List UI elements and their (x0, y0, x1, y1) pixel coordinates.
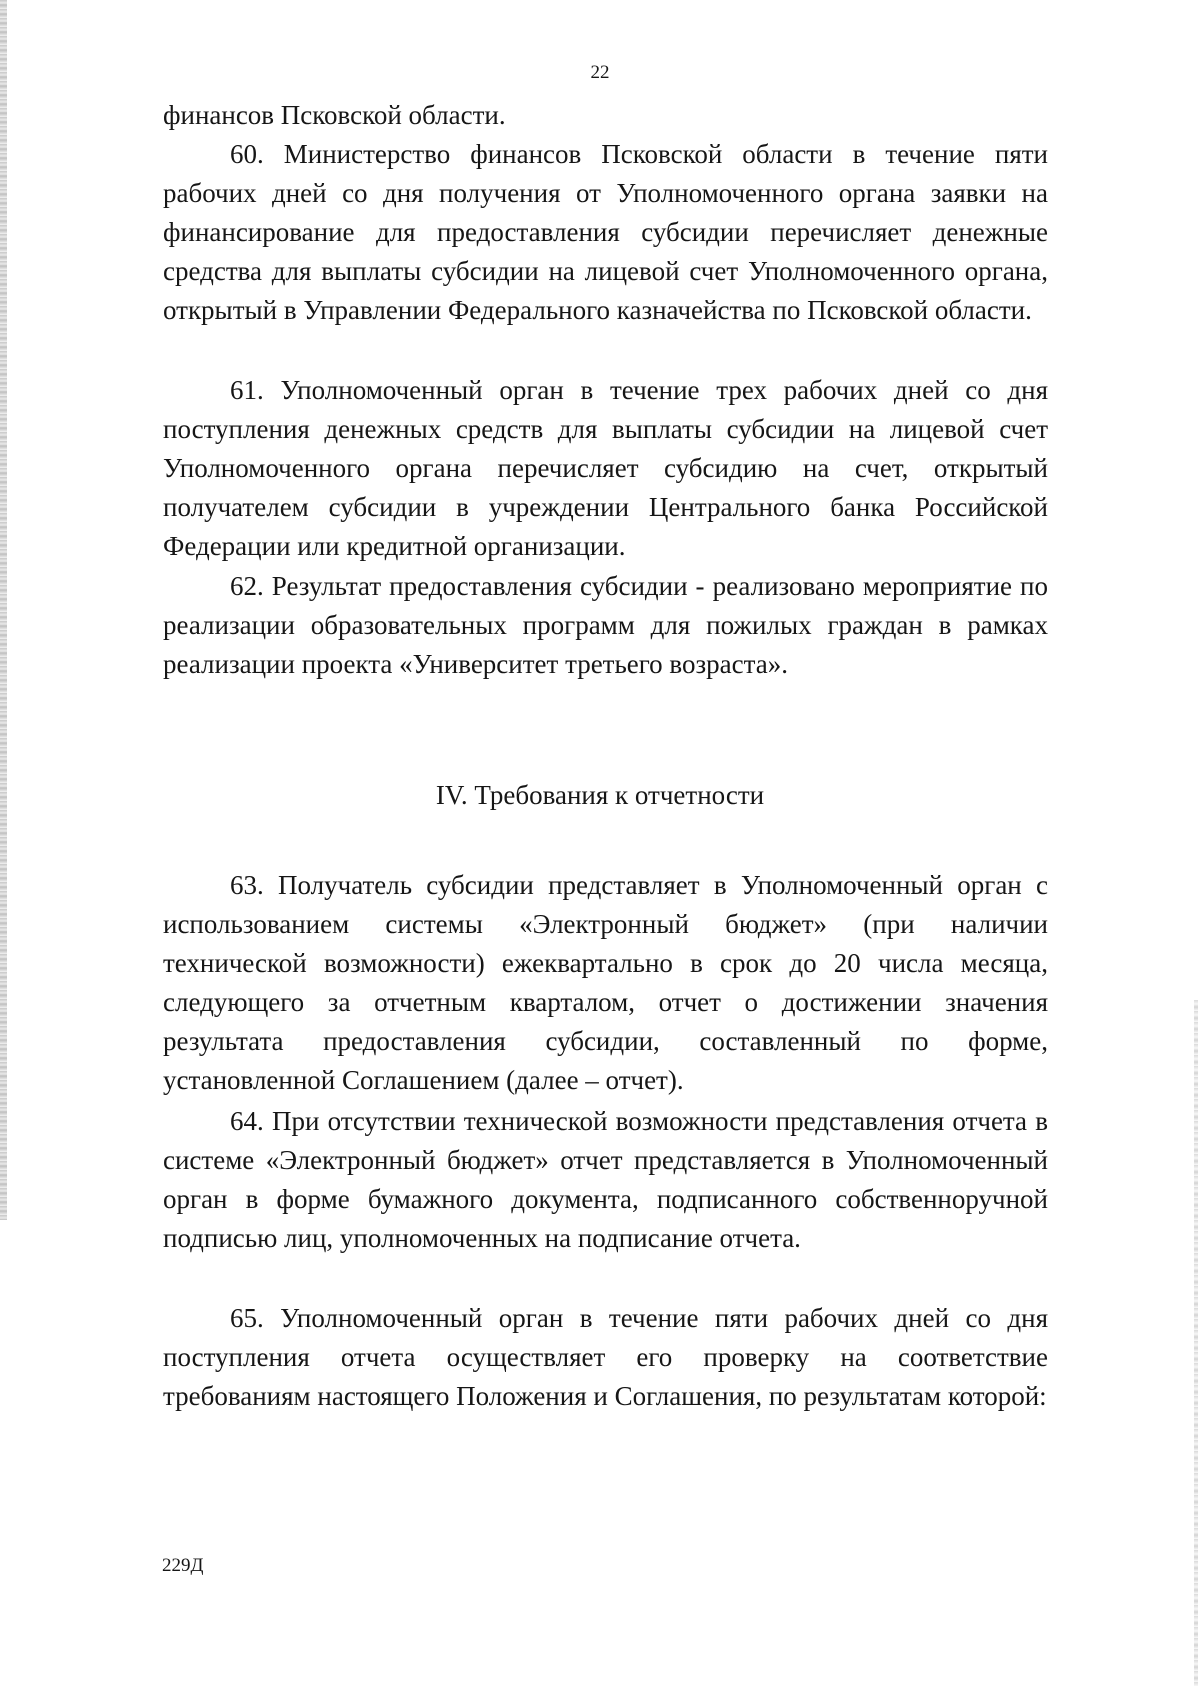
document-code: 229Д (162, 1555, 204, 1576)
continuation-text: финансов Псковской области. (163, 100, 506, 130)
paragraph-63: 63. Получатель субсидии представляет в Уполномоченный орган с использованием системы «Электронный бюджет» (при наличии технической возможности) ежеквартально в срок до 20 числа месяца, следующего за отчетным кварталом, отчет о достижении значения результата предоставления субсидии, составленный по форме, установленной Соглашением (далее – отчет). (163, 870, 1048, 1095)
paragraph-60: 60. Министерство финансов Псковской области в течение пяти рабочих дней со дня получения от Уполномоченного органа заявки на финансирование для предоставления субсидии перечисляет денежные средства для выплаты субсидии на лицевой счет Уполномоченного органа, открытый в Управлении Федерального казначейства по Псковской области. (163, 139, 1048, 325)
page-number: 22 (590, 62, 610, 83)
paragraph-65: 65. Уполномоченный орган в течение пяти рабочих дней со дня поступления отчета осуществляет его проверку на соответствие требованиям настоящего Положения и Соглашения, по результатам которой: (163, 1303, 1048, 1411)
paragraph-64: 64. При отсутствии технической возможности представления отчета в системе «Электронный бюджет» отчет представляется в Уполномоченный орган в форме бумажного документа, подписанного собственноручной подписью лиц, уполномоченных на подписание отчета. (163, 1106, 1048, 1253)
section-heading: IV. Требования к отчетности (435, 780, 765, 810)
scan-edge-right (1194, 1000, 1198, 1686)
scan-edge-left (0, 0, 7, 1220)
paragraph-62: 62. Результат предоставления субсидии - реализовано мероприятие по реализации образовательных программ для пожилых граждан в рамках реализации проекта «Университет третьего возраста». (163, 571, 1048, 679)
paragraph-61: 61. Уполномоченный орган в течение трех рабочих дней со дня поступления денежных средств для выплаты субсидии на лицевой счет Уполномоченного органа перечисляет субсидию на счет, открытый получателем субсидии в учреждении Центрального банка Российской Федерации или кредитной организации. (163, 375, 1048, 561)
